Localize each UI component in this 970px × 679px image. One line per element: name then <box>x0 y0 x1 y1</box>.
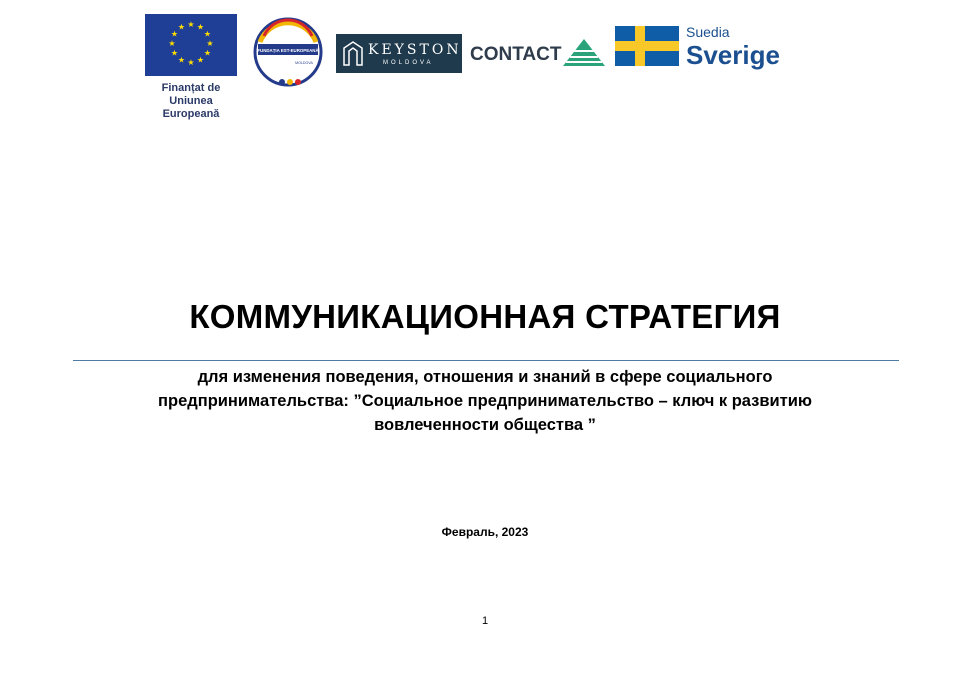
svg-text:★: ★ <box>170 48 179 58</box>
keystone-arch-icon <box>342 40 364 66</box>
svg-text:★: ★ <box>170 29 179 39</box>
fundatia-text: FUNDAȚIA EST-EUROPEANĂ <box>257 48 319 53</box>
fundatia-sub: MOLDOVA <box>295 61 313 65</box>
sweden-flag-icon <box>615 26 679 66</box>
keystone-moldova-logo <box>336 34 475 73</box>
svg-text:★: ★ <box>168 39 176 48</box>
svg-text:★: ★ <box>196 55 205 65</box>
subtitle-line-3: вовлеченности общества ” <box>374 416 596 434</box>
sweden-logo <box>615 22 780 76</box>
svg-text:★: ★ <box>203 29 212 39</box>
sweden-top-text: Suedia <box>686 24 730 40</box>
svg-text:★: ★ <box>187 20 195 29</box>
svg-text:★: ★ <box>196 22 205 32</box>
document-subtitle <box>95 365 875 437</box>
eu-caption-line1: Finanțat de <box>161 82 221 94</box>
contact-word: CONTACT <box>470 44 562 65</box>
eu-logo <box>141 14 241 121</box>
svg-text:★: ★ <box>177 55 186 65</box>
svg-text:★: ★ <box>177 22 186 32</box>
eu-caption-line2: Uniunea Europeană <box>162 95 220 120</box>
contact-logo <box>470 38 610 70</box>
subtitle-line-1: для изменения поведения, отношения и знаний в сфере социального <box>197 368 773 386</box>
title-divider <box>73 360 899 361</box>
contact-triangle-icon <box>562 38 606 68</box>
document-date: Февраль, 2023 <box>441 525 529 539</box>
svg-text:★: ★ <box>206 39 214 48</box>
document-title: КОММУНИКАЦИОННАЯ СТРАТЕГИЯ <box>189 298 781 335</box>
logo-header <box>0 0 970 120</box>
svg-text:★: ★ <box>187 58 195 67</box>
sweden-big-text: Sverige <box>686 40 780 70</box>
eu-caption <box>141 82 241 121</box>
fundatia-est-europeana-logo <box>252 14 324 90</box>
eu-flag-icon <box>145 14 237 76</box>
subtitle-line-2: предпринимательства: ”Социальное предпринимательство – ключ к развитию <box>158 392 812 410</box>
svg-text:★: ★ <box>203 48 212 58</box>
keystone-sub: MOLDOVA <box>383 60 434 66</box>
page-number: 1 <box>481 615 489 627</box>
keystone-word: KEYSTONE <box>368 42 475 58</box>
